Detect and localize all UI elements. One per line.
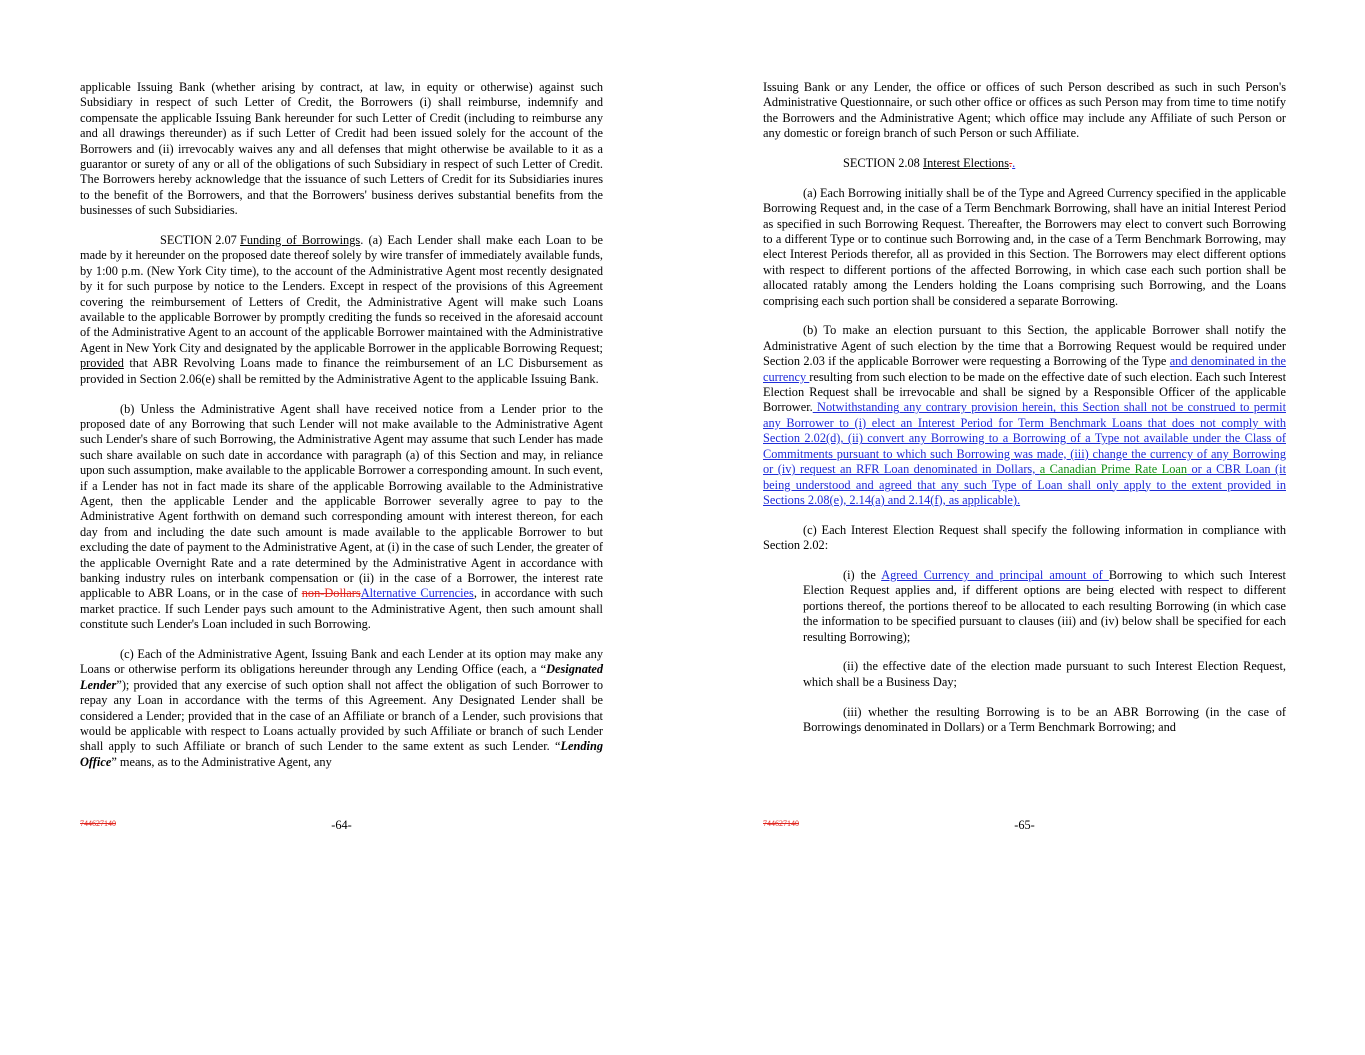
section-title: Interest Elections <box>923 156 1010 171</box>
page-footer <box>763 818 1286 836</box>
moved-text: a Canadian Prime Rate Loan <box>1039 462 1188 477</box>
page-number: -65- <box>1014 818 1035 832</box>
page-65-body <box>763 80 1286 750</box>
defined-term: Designated Lender <box>80 662 603 692</box>
section-title: Funding of Borrowings <box>240 233 361 248</box>
section-label: SECTION 2.08 <box>843 156 920 171</box>
inserted-text: Alternative Currencies <box>360 586 474 601</box>
section-label: SECTION 2.07 <box>160 233 237 248</box>
section-2-08 <box>763 156 1286 171</box>
paragraph-b: (b) To make an election pursuant to this Section, the applicable Borrower shall notify the Administrative Agent of such election by the time that a Borrowing Request would be required under Section 2.03 if the applicable Borrower were requesting a Borrowing of the Type and denominated in the currency resulting from such election to be made on the effective date of such election. Each such Interest Election Request shall be irrevocable and shall be signed by a Responsible Officer of the applicable Borrower. Notwithstanding any contrary provision herein, this Section shall not be construed to permit any Borrower to (i) elect an Interest Period for Term Benchmark Loans that does not comply with Section 2.02(d), (ii) convert any Borrowing to a Borrowing of a Type not available under the Class of Commitments pursuant to which such Borrowing was made, (iii) change the currency of any Borrowing or (iv) request an RFR Loan denominated in Dollars, a Canadian Prime Rate Loan or a CBR Loan (it being understood and agreed that any such Type of Loan shall only apply to the extent provided in Sections 2.08(e), 2.14(a) and 2.14(f), as applicable). <box>763 323 1287 507</box>
document-id: 744627140 <box>80 819 116 828</box>
inserted-text: or a CBR Loan (it being understood and agreed that any such Type of Loan shall only apply to the extent provided in Sections 2.08(e), 2.14(a) and 2.14(f), as applicable). <box>763 462 1287 507</box>
item-i: (i) the Agreed Currency and principal amount of Borrowing to which such Interest Election Request applies and, if different options are being elected with respect to different portions thereof, the portions thereof to be allocated to each resulting Borrowing (in which case the information to be specified pursuant to clauses (iii) and (iv) below shall be specified for each resulting Borrowing); <box>803 567 1286 644</box>
paragraph-a: (a) Each Borrowing initially shall be of the Type and Agreed Currency specified in the applicable Borrowing Request and, in the case of a Term Benchmark Borrowing, shall have an initial Interest Period as specified in such Borrowing Request. Thereafter, the Borrowers may elect to convert such Borrowing to a different Type or to continue such Borrowing and, in the case of a Term Benchmark Borrowing, may elect Interest Periods therefor, all as provided in this Section. The Borrowers may elect different options with respect to different portions of the affected Borrowing, in which case each such portion shall be allocated ratably among the Lenders holding the Loans comprising such Borrowing, and the Loans comprising each such portion shall be considered a separate Borrowing. <box>763 185 1286 308</box>
item-iii: (iii) whether the resulting Borrowing is to be an ABR Borrowing (in the case of Borrowings denominated in Dollars) or a Term Benchmark Borrowing; and <box>803 704 1286 734</box>
defined-term: Lending Office <box>80 739 603 769</box>
page-64-body <box>80 80 603 785</box>
inserted-text: . <box>1012 156 1016 171</box>
page-65 <box>683 0 1365 1055</box>
paragraph-intro: applicable Issuing Bank (whether arising by contract, at law, in equity or otherwise) against such Subsidiary in respect of such Letter of Credit, the Borrowers (i) shall reimburse, indemnify and compensate the applicable Issuing Bank hereunder for such Letter of Credit (including to reimburse any and all drawings thereunder) as if such Letter of Credit had been issued solely for the account of the Borrowers and (ii) irrevocably waives any and all defenses that might otherwise be available to it as a guarantor or surety of any or all of the obligations of such Subsidiary in respect of such Letter of Credit. The Borrowers hereby acknowledge that the issuance of such Letters of Credit for its Subsidiaries inures to the benefit of the Borrowers, and that the Borrowers' business derives substantial benefits from the businesses of such Subsidiaries. <box>80 80 603 218</box>
paragraph-intro: Issuing Bank or any Lender, the office or offices of such Person described as such in such Person's Administrative Questionnaire, or such other office or offices as such Person may from time to time notify the Borrowers and the Administrative Agent; which office may include any Affiliate of such Person or any domestic or foreign branch of such Person or such Affiliate. <box>763 80 1286 141</box>
provided-term: provided <box>80 356 124 371</box>
inserted-text: and denominated in the currency <box>763 354 1286 384</box>
inserted-text: Notwithstanding any contrary provision herein, this Section shall not be construed to permit any Borrower to (i) elect an Interest Period for Term Benchmark Loans that does not comply with Section 2.02(d), (ii) convert any Borrowing to a Borrowing of a Type not available under the Class of Commitments pursuant to which such Borrowing was made, (iii) change the currency of any Borrowing or (iv) request an RFR Loan denominated in Dollars, <box>763 400 1286 477</box>
item-ii: (ii) the effective date of the election made pursuant to such Interest Election Request, which shall be a Business Day; <box>803 659 1286 689</box>
page-number: -64- <box>331 818 352 832</box>
paragraph-c: (c) Each Interest Election Request shall specify the following information in compliance with Section 2.02: <box>763 522 1286 553</box>
section-2-07: SECTION 2.07 Funding of Borrowings. (a) Each Lender shall make each Loan to be made by it hereunder on the proposed date thereof solely by wire transfer of immediately available funds, by 1:00 p.m. (New York City time), to the account of the Administrative Agent most recently designated by it for such purpose by notice to the Lenders. Except in respect of the provisions of this Agreement covering the reimbursement of Letters of Credit, the Administrative Agent will make such Loans available to the applicable Borrower by promptly crediting the funds so received in the aforesaid account of the Administrative Agent to an account of the applicable Borrower maintained with the Administrative Agent in New York City and designated by the applicable Borrower in the applicable Borrowing Request; provided that ABR Revolving Loans made to finance the reimbursement of an LC Disbursement as provided in Section 2.06(e) shall be remitted by the Administrative Agent to the applicable Issuing Bank. <box>80 233 603 386</box>
page-64 <box>0 0 682 1055</box>
document-id: 744627140 <box>763 819 799 828</box>
deleted-text: . <box>1009 156 1013 171</box>
page-footer <box>80 818 603 836</box>
paragraph-b: (b) Unless the Administrative Agent shall have received notice from a Lender prior to the proposed date of any Borrowing that such Lender will not make available to the Administrative Agent such Lender's share of such Borrowing, the Administrative Agent may assume that such Lender has made such share available on such date in accordance with paragraph (a) of this Section and may, in reliance upon such assumption, make available to the applicable Borrower a corresponding amount. In such event, if a Lender has not in fact made its share of the applicable Borrowing available to the Administrative Agent, then the applicable Lender and the applicable Borrower severally agree to pay to the Administrative Agent forthwith on demand such corresponding amount with interest thereon, for each day from and including the date such amount is made available to the applicable Borrower to but excluding the date of payment to the Administrative Agent, at (i) in the case of such Lender, the greater of the applicable Overnight Rate and a rate determined by the Administrative Agent in accordance with banking industry rules on interbank compensation or (ii) in the case of a Borrower, the interest rate applicable to ABR Loans, or in the case of non-DollarsAlternative Currencies, in accordance with such market practice. If such Lender pays such amount to the Administrative Agent, then such amount shall constitute such Lender's Loan included in such Borrowing. <box>80 401 603 632</box>
inserted-text: Agreed Currency and principal amount of <box>881 567 1109 582</box>
paragraph-c: (c) Each of the Administrative Agent, Issuing Bank and each Lender at its option may make any Loans or otherwise perform its obligations hereunder through any Lending Office (each, a “Designated Lender”); provided that any exercise of such option shall not affect the obligation of such Borrower to repay any Loan in accordance with the terms of this Agreement. Any Designated Lender shall be considered a Lender; provided that in the case of an Affiliate or branch of a Lender, such provisions that would be applicable with respect to Loans actually provided by such Affiliate or branch of such Lender shall apply to such Affiliate or branch of such Lender to the same extent as such Lender. “Lending Office” means, as to the Administrative Agent, any <box>80 646 603 769</box>
deleted-text: non-Dollars <box>301 586 361 601</box>
